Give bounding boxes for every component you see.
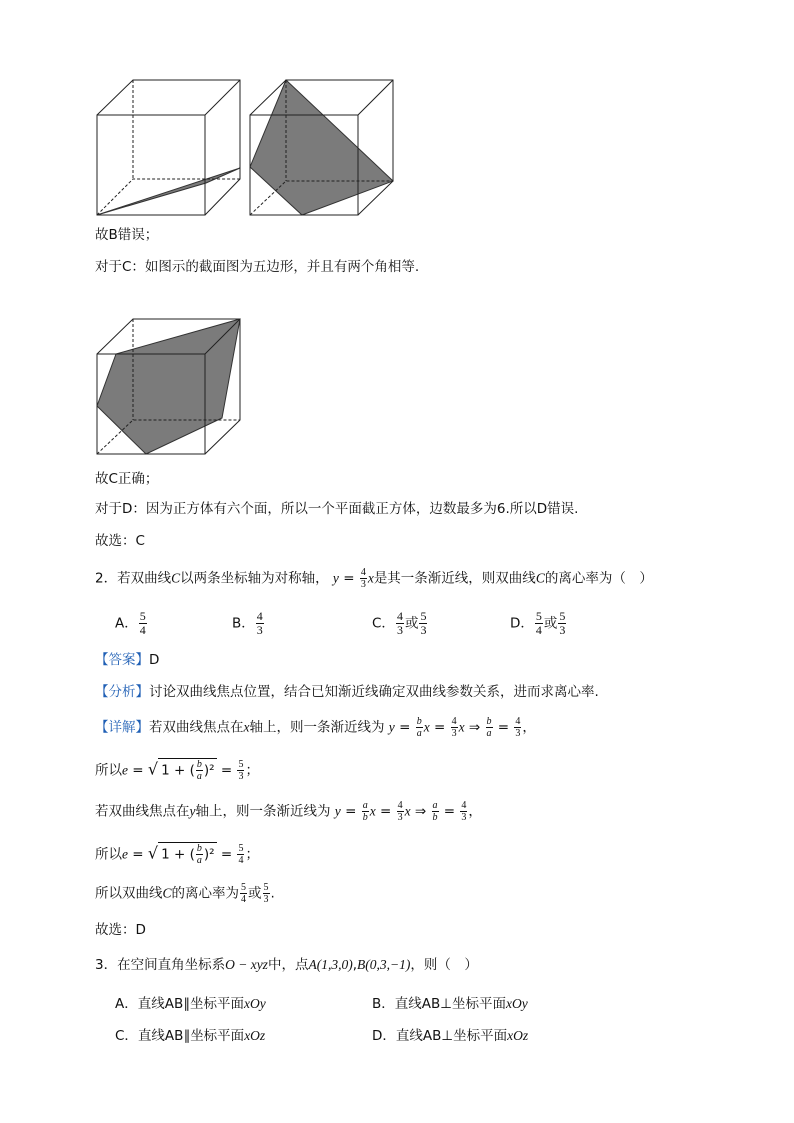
cube-figure-triangle-section bbox=[247, 77, 397, 219]
pentagon-section bbox=[97, 319, 240, 454]
q3-option-c[interactable]: C．直线AB∥坐标平面xOz bbox=[115, 1028, 266, 1044]
answer-tag: 【答案】 bbox=[95, 652, 149, 668]
analysis-tag: 【分析】 bbox=[95, 684, 149, 700]
q3-stem: 3．在空间直角坐标系O − xyz中，点A(1,3,0),B(0,3,−1)，则（ ） bbox=[95, 957, 478, 973]
q2-conclusion: 所以双曲线C的离心率为 $\frac{5}{4}$ 或 $\frac{5}{3}$ . bbox=[95, 882, 275, 905]
q3-option-d[interactable]: D．直线AB⊥坐标平面xOz bbox=[372, 1028, 529, 1044]
cube-figure-pentagon-section bbox=[94, 316, 244, 462]
q2-choose-d: 故选：D bbox=[95, 922, 146, 938]
line-choose-c: 故选：C bbox=[95, 533, 145, 549]
q2-eccentricity-2: 所以e = √ 1 + ( $\frac{b}{a}$ )² = $\frac{5}{4}$ ； bbox=[95, 843, 259, 866]
q3-number: 3． bbox=[95, 957, 118, 973]
line-d-description: 对于D：因为正方体有六个面，所以一个平面截正方体，边数最多为6.所以D错误. bbox=[95, 501, 579, 517]
q2-detail-line-1: 【详解】若双曲线焦点在x轴上，则一条渐近线为 y = $\frac{b}{a}$ x = $\frac{4}{3}$ x ⇒ $\frac{b}{a}$ = $\frac{4}{3}$ ， bbox=[95, 716, 536, 739]
cube-figure-thin-section bbox=[94, 77, 244, 219]
line-b-wrong: 故B错误； bbox=[95, 227, 159, 243]
detail-tag: 【详解】 bbox=[95, 719, 149, 736]
line-c-description: 对于C：如图示的截面图为五边形，并且有两个角相等. bbox=[95, 259, 420, 275]
q2-analysis: 【分析】讨论双曲线焦点位置，结合已知渐近线确定双曲线参数关系，进而求离心率. bbox=[95, 684, 599, 700]
q2-option-d[interactable]: D． $\frac{5}{4}$ 或 $\frac{5}{3}$ bbox=[510, 609, 566, 637]
q2-option-b[interactable]: B． $\frac{4}{3}$ bbox=[232, 609, 263, 637]
q3-option-b[interactable]: B．直线AB⊥坐标平面xOy bbox=[372, 996, 528, 1012]
q2-option-a[interactable]: A． $\frac{5}{4}$ bbox=[115, 609, 146, 637]
q2-number: 2． bbox=[95, 570, 118, 587]
triangle-section bbox=[250, 80, 393, 215]
q2-slope-fraction: $\frac{4}{3}$ bbox=[360, 567, 366, 590]
q2-detail-line-2: 若双曲线焦点在y轴上，则一条渐近线为 y = $\frac{a}{b}$ x = $\frac{4}{3}$ x ⇒ $\frac{a}{b}$ = $\frac{4}{3}$ ， bbox=[95, 800, 482, 823]
q2-option-c[interactable]: C． $\frac{4}{3}$ 或 $\frac{5}{3}$ bbox=[372, 609, 427, 637]
q3-option-a[interactable]: A．直线AB∥坐标平面xOy bbox=[115, 996, 266, 1012]
thin-section bbox=[97, 168, 240, 215]
q2-answer: 【答案】D bbox=[95, 652, 160, 668]
q2-stem: 2．若双曲线C以两条坐标轴为对称轴， y = $\frac{4}{3}$ x是其一条渐近线，则双曲线C的离心率为（ ） bbox=[95, 567, 653, 590]
q2-eccentricity-1: 所以e = √ 1 + ( $\frac{b}{a}$ )² = $\frac{5}{3}$ ； bbox=[95, 759, 259, 782]
line-c-correct: 故C正确； bbox=[95, 471, 159, 487]
